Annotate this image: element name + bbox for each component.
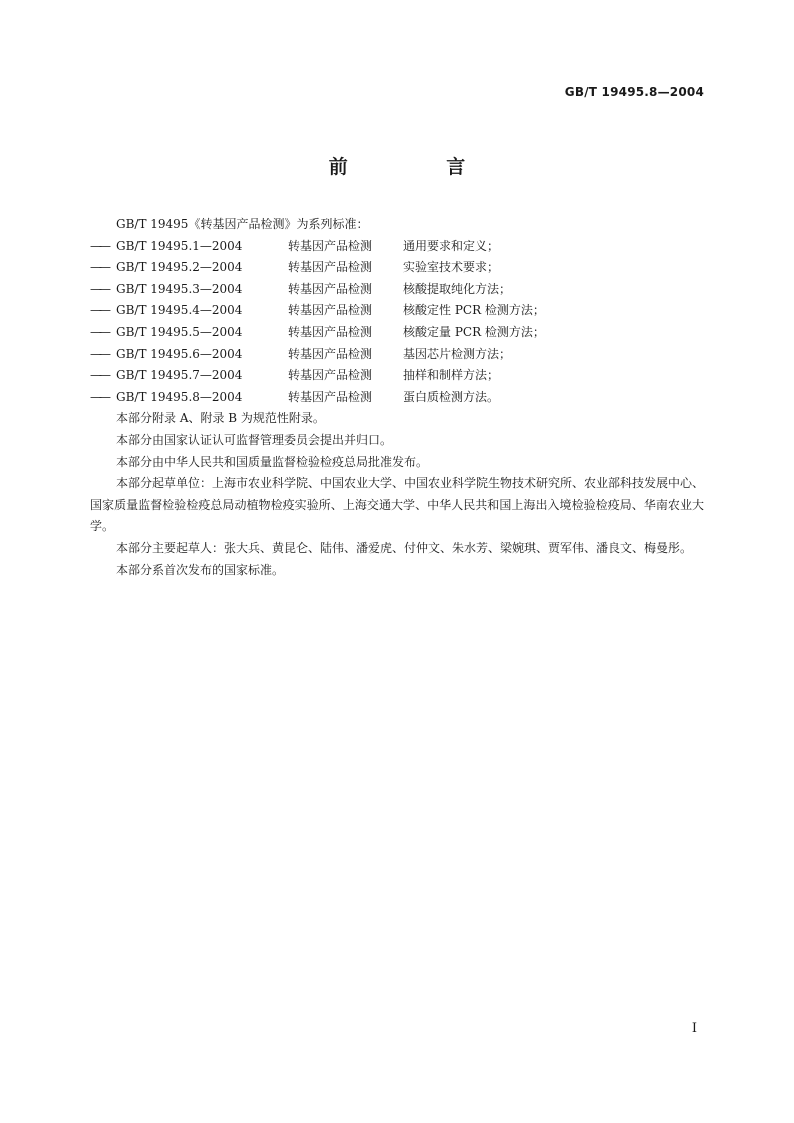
series-item [90,236,704,258]
series-main-name: 转基因产品检测 [288,281,373,296]
series-part-name: 通用要求和定义； [403,238,500,253]
series-part-name: 蛋白质检测方法。 [403,389,500,404]
em-dash: —— [90,281,108,296]
series-main-name: 转基因产品检测 [288,324,373,339]
em-dash: —— [90,238,108,253]
series-part-name: 基因芯片检测方法； [403,346,512,361]
series-main-name: 转基因产品检测 [288,368,373,383]
series-code: GB/T 19495.5—2004 [116,324,243,339]
series-code: GB/T 19495.7—2004 [116,368,243,383]
series-code: GB/T 19495.6—2004 [116,346,243,361]
series-item [90,322,704,344]
page-number: I [691,1021,697,1036]
foreword-body [90,214,704,581]
series-part-name: 核酸定性 PCR 检测方法； [403,303,545,318]
appendix-statement: 本部分附录 A、附录 B 为规范性附录。 [116,411,325,426]
proposer-statement: 本部分由国家认证认可监督管理委员会提出并归口。 [116,432,393,447]
series-main-name: 转基因产品检测 [288,260,373,275]
series-item [90,387,704,409]
series-part-name: 核酸定量 PCR 检测方法； [403,324,545,339]
series-part-name: 核酸提取纯化方法； [403,281,512,296]
series-item [90,257,704,279]
em-dash: —— [90,346,108,361]
series-code: GB/T 19495.1—2004 [116,238,243,253]
em-dash: —— [90,368,108,383]
page-title: 前 言 [328,156,512,178]
series-code: GB/T 19495.8—2004 [116,389,243,404]
series-code: GB/T 19495.4—2004 [116,303,243,318]
series-main-name: 转基因产品检测 [288,346,373,361]
series-item [90,344,704,366]
em-dash: —— [90,324,108,339]
series-main-name: 转基因产品检测 [288,303,373,318]
em-dash: —— [90,260,108,275]
series-item [90,300,704,322]
series-item [90,365,704,387]
series-main-name: 转基因产品检测 [288,238,373,253]
em-dash: —— [90,389,108,404]
drafters: 本部分主要起草人：张大兵、黄昆仑、陆伟、潘爱虎、付仲文、朱水芳、梁婉琪、贾军伟、潘良文、梅曼彤。 [116,540,693,555]
series-part-name: 实验室技术要求； [403,260,500,275]
series-intro: GB/T 19495《转基因产品检测》为系列标准： [116,217,369,231]
approval-statement: 本部分由中华人民共和国质量监督检验检疫总局批准发布。 [116,454,429,469]
series-item [90,279,704,301]
em-dash: —— [90,303,108,318]
drafting-units: 本部分起草单位：上海市农业科学院、中国农业大学、中国农业科学院生物技术研究所、农业部科技发展中心、国家质量监督检验检疫总局动植物检疫实验所、上海交通大学、中华人民共和国上海出入境检验检疫局、华南农业大学。 [90,476,705,534]
series-main-name: 转基因产品检测 [288,389,373,404]
series-part-name: 抽样和制样方法； [403,368,500,383]
series-code: GB/T 19495.3—2004 [116,281,243,296]
first-issue-statement: 本部分系首次发布的国家标准。 [116,562,285,577]
series-code: GB/T 19495.2—2004 [116,260,243,275]
standard-code: GB/T 19495.8—2004 [564,85,704,99]
